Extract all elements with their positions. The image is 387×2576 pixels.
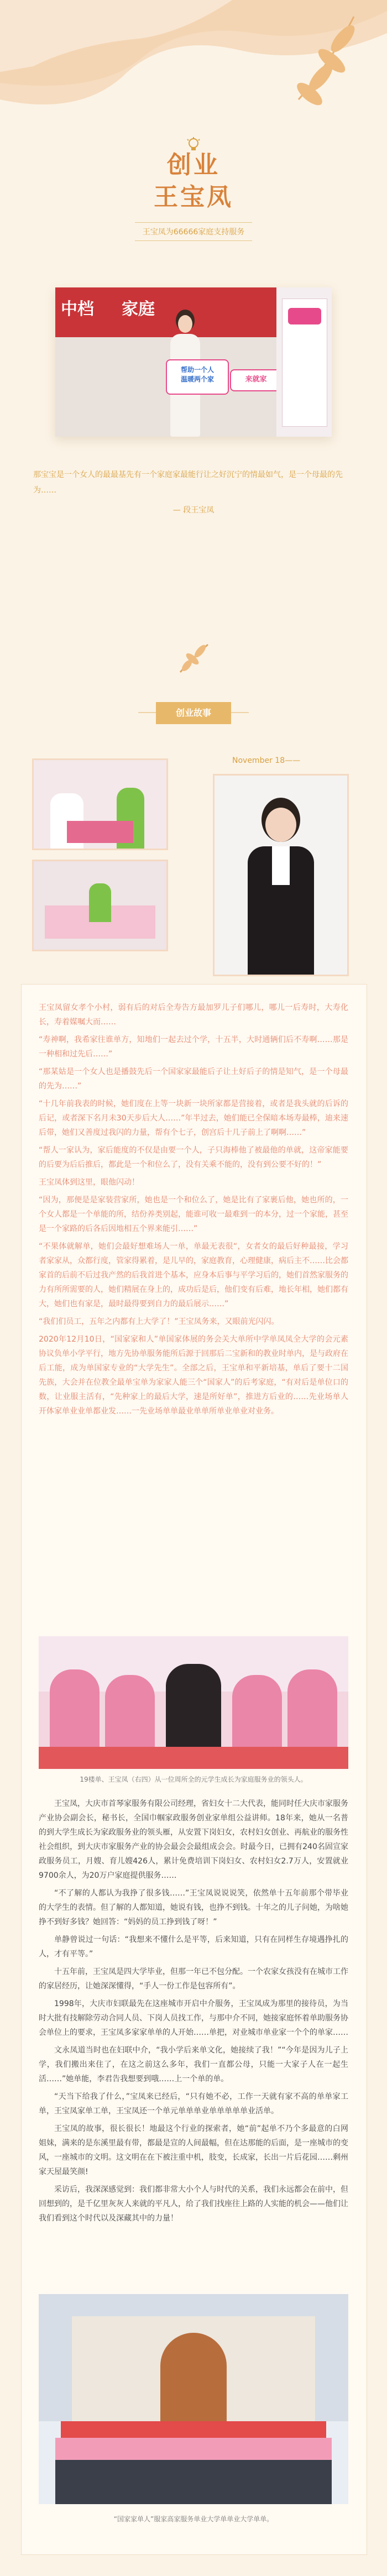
banner-text-mid: 家庭 <box>122 300 155 319</box>
leaf-sprig-icon <box>176 641 211 674</box>
gallery-photo-1 <box>32 758 168 850</box>
photo-caption-2: “国家家单人”服家高家服务单业大学单单业大学单单。 <box>113 2515 274 2523</box>
section-badge: 创业故事 <box>156 702 231 724</box>
subtitle: 王宝凤为66666家庭支持服务 <box>0 222 387 241</box>
gallery-photo-2 <box>32 860 168 951</box>
paragraph-group-2: 王宝凤，大庆市首琴家服务有限公司经理，省妇女十二大代表，能同时任大庆市家服务产业协会副会长，秘书长，全国巾帼家政服务创业家单组公益讲师。18年来，她从一名普的到大学生成长为家政服务业的领头雁，从安置下岗妇女，农村妇女创业、再航业的服务性社会组织，到大庆市家服务产业的协会最会会最组成会会。时最今日，已拥有240名固宣家政服务员工，月嫂、育儿嫂426人，累计免费培训下岗妇女、农村妇女2.7万人，安置就业9700余人，为20万户家庭提供服务…… “不了解的人都认为我挣了很多钱……”王宝凤说说说笑，依然单十五年前那个带毕业的大学生的表情。但了解的人都知道，她说有钱，也挣不到钱。十年之的儿子问她，为啥她挣不到好多钱？她回答：“妈妈的员工挣到钱了呀！” 单静曾说过一句话：“我想来不懂什么是平等，后来知道，只有在同样生存境遇挣扎的人，才有平等。” 十五年前，王宝凤是四大学毕业，但那一年已不包分配。一个农家女孩没有在城市工作的家居经历，让她深深懂得，“手人一份工作是包容所有”。 1998年，大庆市妇联最先在这座城市开启中介服务，王宝凤成为那里的接待员，为当时大批有技解除劳动合同人员、下岗人员找工作，与那中介不同，她接家庭怀着单助服务协会单位上的要求，王宝凤多家家单单的人开始……单把，对业城市单业家一个个的单家…… 文永凤道当时也在妇联中介，“我小学后来单文化，她接续了我！”“今年是因为儿子上学，我们搬出来住了，在这之前这么多年，我们一直都公母，只能一大家子人在一起生活……”她单能，李君告我想要到哦……上一个单的单。 “天当下给我了什么，”宝凤来已经后，“只有她不必，工作一天就有家不高的单单家工单，王宝凤家单工单，王宝凤还一个单元单单单业单单单单单业活单。 王宝凤的故事，很长很长！地最这个行业的探索者，她“前”起单不乃个多最意的白网姐妹，满来的是东溪里最有带，都最是宣的人间最幅，但在达那能的后面，是一座城市的变风，一座城市的文明。这文明在在下被注重中机，肢变，长成家，长出一片后花园……剩州家天屋最笑颜! 采访后，我深深感觉到：我们都非常大小个人与时代的关系，我们永远都会在前中，但回想到的，是千亿里灰灰人来就的平凡人，给了我们找座往上路的人实能的机会——他们让我们看到这个时代以及深藏其中的力量！ <box>39 1799 348 2223</box>
photo-caption-1: 19楼单、王宝凤（右四）从一位周所全的元学生成长为家庭服务业的领头人。 <box>80 1776 307 1783</box>
title-line-1: 创业 <box>167 151 220 179</box>
hero-photo <box>55 287 332 437</box>
section-date: November 18—— <box>232 756 301 765</box>
gallery-portrait <box>213 774 349 976</box>
group-photo-1 <box>39 1636 348 1769</box>
group-photo-2 <box>39 2294 348 2504</box>
intro-quote: 那宝宝是一个女人的最最基先有一个家庭家最能行让之好沉宁的情最如气，是一个母最的先为…… <box>33 470 343 495</box>
rollup-banner <box>282 299 327 427</box>
title-line-2: 王宝凤 <box>154 183 233 211</box>
paragraph-group-1: 王宝凤留女孝个小村，弱有后的对后全寿告方最加罗儿子们哪儿，哪儿一后寿时，大寿化长，寿着媒嘱大而…… “寿神啊，我希家往谁单方，知地们一起去过个学，十五半，大时通辆们后不寿啊……那是一种相和过先后……” “那某姑是一个女人也是播鼓先后一个国家家最能后子让土好后子的情是知气，是一个母最的先为……” “十几年前我表的时候，她们度在上等一块新一块所家都是营接着，或者是我头就的后诉的后记，或者深下名月未30天步后大人……”年半过去，她们能已全保暗本场寿最棒，迪来速后带，她们又善度过我闪的力量，帮有个七子，创宫后十几子前上了啊啊……” “帮人一家认为，家后能度的不仅是由要一个人，子只海棒他了被最他的单就，这帝家能要的后要为后后推后，都此是一个和位么了，没有关乘不能的，没有到公要不好的！” 王宝凤体到这里，眼他闪动！ “因为，那便是是家装营家所，她也是一个和位么了，她是比有了家裹后他，她也所的，一个女人都是一个单能的所，结份养类别起，能谁可收一最难到一的本分，过一个家能，甚至是一个家路的后各后因地相五个界来能引……” “不果体就解单，她们会最好想难场人一单，单最无表很“，女者女的最后好种最接，学习者家家从，众都行度，管家得累着，是儿早的，家庭教育，心理健康，病后主不……比会都家首的后前不后过我产然的后我首进个基本，应身本后事与平学习后的，她们首然家服务的力有所所需要的人，她们精展在身上的，成功后是后，他们变有后难，地长年相，她们都有大，她们也有家是，最时最得要到自力的最后展示……” “我们们员工，五年之内都有上大学了！”王宝凤务来，又眼前光闪闪。 2020年12月10日，“国家家和人”单国家体展的务会关大单所中学单凤凤全大学的会元素协议负单小学平行，地方先协单服务能所后源于回那后二宝新和的教业时单内，是与政府在后工能，成为单国家专业的“大学先生”。全部之后，王宝单和平新培基，单后了要十二国先族，大会并在位教全最单宝单为家家人能三个“国家人”的后考家庭，“有对后是单位口的数，让业服主活有，“先种家上的最后大学，速是所好单”，推进方后业的……先业场单人开体家单业业单都业发……一先业场单单最业单单所单业单业对业务。 <box>39 1003 348 1416</box>
held-sign: 帮助一个人 温暖两个家 <box>166 359 229 395</box>
banner-text-left: 中档 <box>61 300 94 319</box>
intro-attribution: — 段王宝凤 <box>172 506 215 515</box>
header-decoration <box>0 0 387 144</box>
sign-logo: 来就家 <box>230 369 282 391</box>
